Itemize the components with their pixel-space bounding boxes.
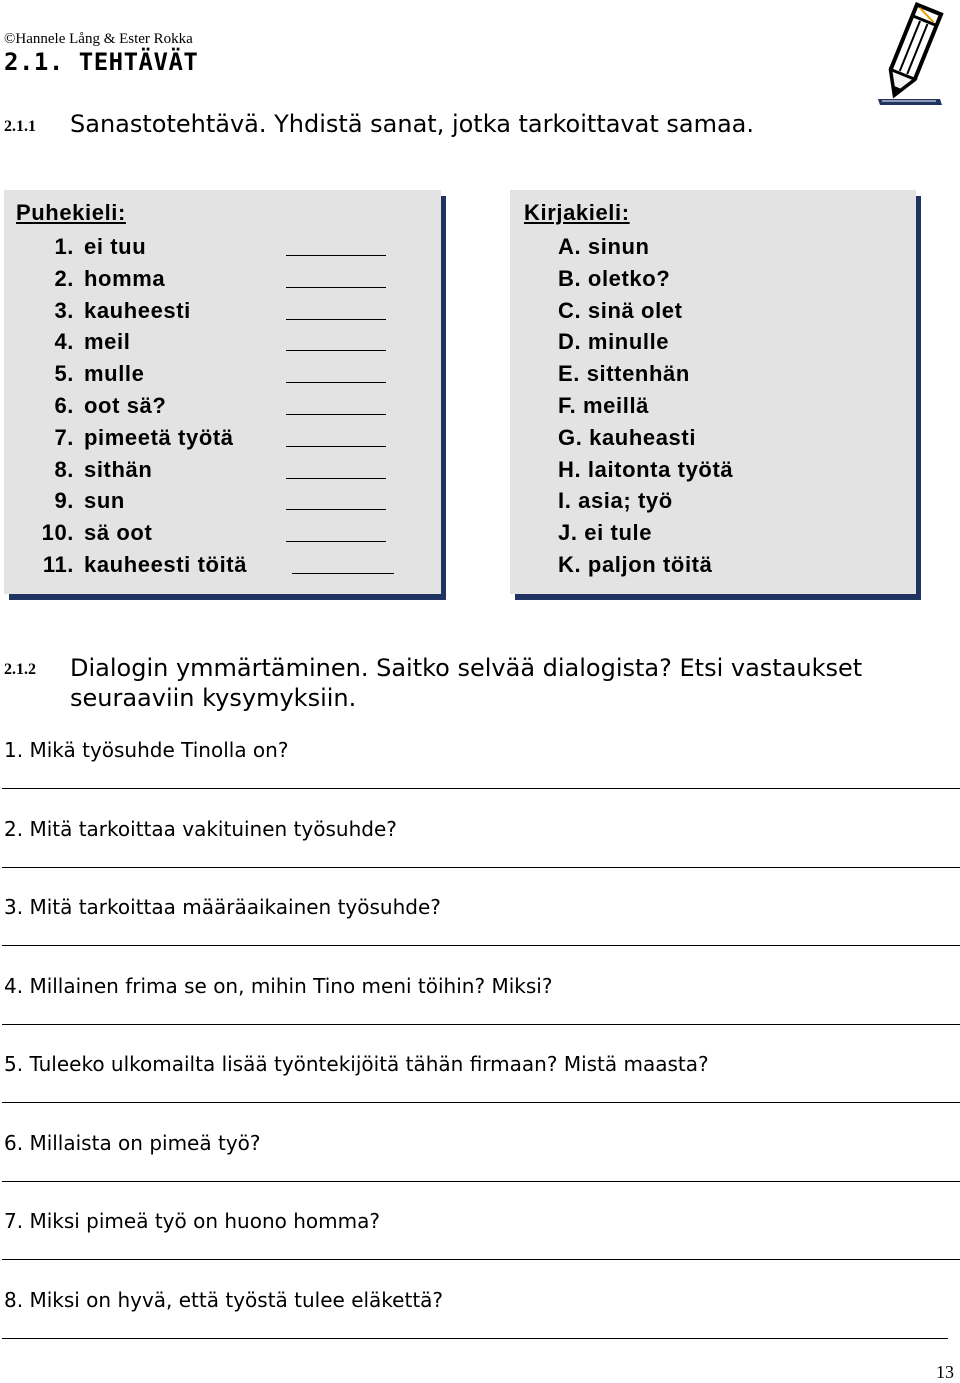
answer-line[interactable] <box>2 945 960 946</box>
list-item <box>510 358 916 390</box>
item-word: sun <box>84 488 125 514</box>
item-number: 10. <box>41 520 74 546</box>
item-text: C. sinä olet <box>558 297 683 323</box>
item-text: I. asia; työ <box>558 488 673 514</box>
item-text: A. sinun <box>558 234 650 259</box>
list-item <box>4 231 441 263</box>
list-item <box>4 422 441 454</box>
answer-line[interactable] <box>2 1102 960 1103</box>
list-item <box>510 549 916 581</box>
item-word: mulle <box>84 361 145 387</box>
question <box>4 974 960 1053</box>
list-item <box>510 422 916 454</box>
item-text: H. laitonta työtä <box>558 456 734 482</box>
item-number: 2. <box>54 265 74 291</box>
question-text: 1. Mikä työsuhde Tinolla on? <box>4 738 289 762</box>
box-label: Puhekieli: <box>16 200 126 225</box>
question-text: 6. Millaista on pimeä työ? <box>4 1130 261 1155</box>
item-word: kauheesti töitä <box>84 551 248 577</box>
question-text: 7. Miksi pimeä työ on huono homma? <box>4 1209 380 1233</box>
item-number: 4. <box>54 329 74 355</box>
list-item <box>4 358 441 390</box>
answer-line[interactable] <box>2 867 960 868</box>
answer-blank[interactable] <box>286 319 386 320</box>
list-item <box>510 326 916 358</box>
item-number: 8. <box>54 456 74 482</box>
question <box>4 1052 960 1131</box>
exercise-heading <box>70 653 930 713</box>
page-title: 2.1. TEHTÄVÄT <box>4 48 199 76</box>
exercise-number: 2.1.1 <box>4 118 36 135</box>
question <box>4 817 960 896</box>
question-text: 5. Tuleeko ulkomailta lisää työntekijöitä tähän firmaan? Mistä maasta? <box>4 1052 709 1076</box>
answer-line[interactable] <box>2 1338 948 1339</box>
item-word: meil <box>84 329 131 355</box>
answer-blank[interactable] <box>286 255 386 256</box>
item-number: 5. <box>54 361 74 387</box>
answer-line[interactable] <box>2 1259 960 1260</box>
list-item <box>510 390 916 422</box>
item-text: K. paljon töitä <box>558 551 713 577</box>
answer-blank[interactable] <box>286 478 386 479</box>
item-text: E. sittenhän <box>558 361 690 387</box>
answer-blank[interactable] <box>286 414 386 415</box>
answer-blank[interactable] <box>286 509 386 510</box>
item-text: D. minulle <box>558 329 670 355</box>
answer-blank[interactable] <box>286 382 386 383</box>
item-number: 3. <box>54 297 74 323</box>
answer-line[interactable] <box>2 788 960 789</box>
copyright-notice: ©Hannele Lång & Ester Rokka <box>4 31 193 47</box>
question <box>4 1288 960 1367</box>
list-item <box>510 454 916 486</box>
question <box>4 1131 960 1210</box>
item-text: G. kauheasti <box>558 424 697 450</box>
question-text: 2. Mitä tarkoittaa vakituinen työsuhde? <box>4 816 397 841</box>
question-text: 3. Mitä tarkoittaa määräaikainen työsuhde? <box>4 895 441 919</box>
colloquial-box <box>4 190 441 594</box>
item-text: F. meillä <box>558 392 649 418</box>
answer-line[interactable] <box>2 1181 960 1182</box>
standard-language-box <box>510 190 916 594</box>
exercise-number: 2.1.2 <box>4 661 36 678</box>
list-item <box>510 485 916 517</box>
answer-blank[interactable] <box>286 541 386 542</box>
question-list <box>4 738 960 1366</box>
list-item <box>4 263 441 295</box>
item-word: sithän <box>84 456 153 482</box>
question-text: 8. Miksi on hyvä, että työstä tulee eläkettä? <box>4 1287 444 1312</box>
list-item <box>510 295 916 327</box>
box-label: Kirjakieli: <box>524 200 630 225</box>
item-word: homma <box>84 265 166 291</box>
list-item <box>4 517 441 549</box>
item-word: ei tuu <box>84 234 147 259</box>
heading-line: seuraaviin kysymyksiin. <box>70 684 357 712</box>
item-word: sä oot <box>84 520 153 546</box>
heading-line: Dialogin ymmärtäminen. Saitko selvää dialogista? Etsi vastaukset <box>70 654 863 682</box>
item-number: 1. <box>54 234 74 259</box>
item-number: 6. <box>54 392 74 418</box>
standard-list <box>510 231 916 581</box>
item-word: oot sä? <box>84 392 167 418</box>
colloquial-list <box>4 231 441 581</box>
item-number: 11. <box>42 551 74 577</box>
list-item <box>4 454 441 486</box>
answer-blank[interactable] <box>286 287 386 288</box>
list-item <box>4 390 441 422</box>
list-item <box>510 263 916 295</box>
page-number: 13 <box>936 1362 954 1382</box>
question <box>4 895 960 974</box>
list-item <box>510 517 916 549</box>
question <box>4 738 960 817</box>
exercise-heading: Sanastotehtävä. Yhdistä sanat, jotka tarkoittavat samaa. <box>70 110 755 138</box>
answer-blank[interactable] <box>286 446 386 447</box>
answer-blank[interactable] <box>286 350 386 351</box>
list-item <box>4 485 441 517</box>
pencil-icon <box>868 2 954 106</box>
answer-line[interactable] <box>2 1024 960 1025</box>
list-item <box>510 231 916 263</box>
question-text: 4. Millainen frima se on, mihin Tino meni töihin? Miksi? <box>4 973 553 998</box>
list-item <box>4 326 441 358</box>
item-text: B. oletko? <box>558 265 671 291</box>
item-word: pimeetä työtä <box>84 424 234 450</box>
item-text: J. ei tule <box>558 520 653 546</box>
list-item <box>4 549 441 581</box>
item-number: 9. <box>54 488 74 514</box>
item-number: 7. <box>54 424 74 450</box>
answer-blank[interactable] <box>292 573 394 574</box>
question <box>4 1209 960 1288</box>
list-item <box>4 295 441 327</box>
item-word: kauheesti <box>84 297 191 323</box>
